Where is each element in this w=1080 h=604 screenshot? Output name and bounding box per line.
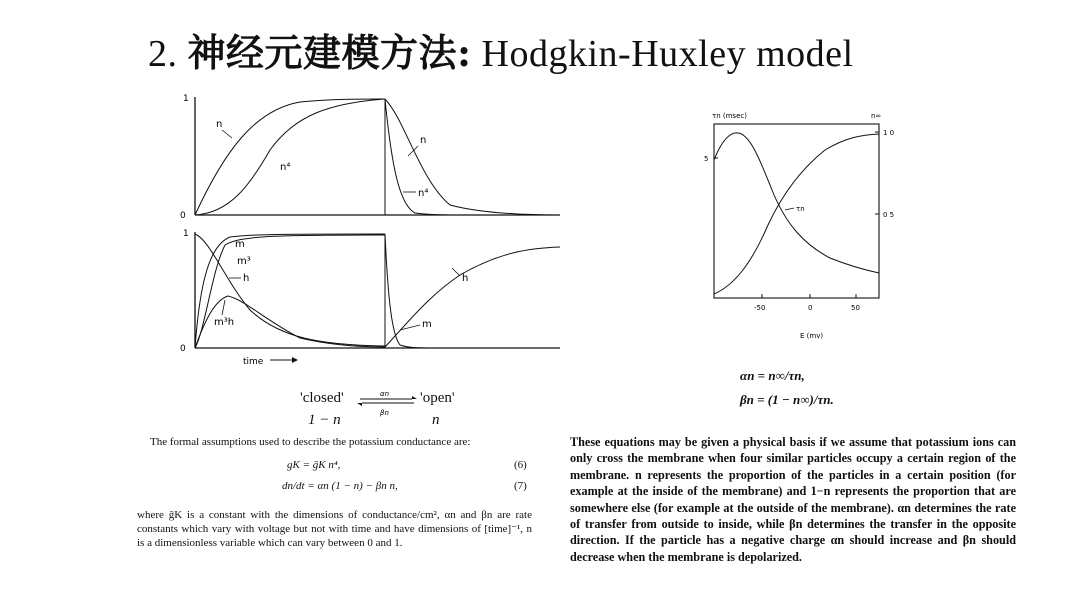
top-y-tick-1: 1 (183, 94, 189, 104)
curve-h-recover (385, 247, 560, 347)
curve-n-inf (714, 134, 879, 294)
left-paragraph: where ḡK is a constant with the dimensions of conductance/cm², αn and βn are rate constants which vary with voltage but not with time and have dimensions of [time]⁻¹, n is a dimensionless variable which can vary between 0 and 1. (137, 509, 532, 549)
label-m-fall: m (422, 319, 432, 330)
tau-tick-5: 5 (704, 155, 709, 163)
leader-tau-n (785, 208, 794, 210)
leader-n-fall (408, 146, 418, 156)
scheme-arrows (356, 388, 418, 418)
title-chinese: 神经元建模方法 (187, 30, 458, 75)
label-m3h: m³h (214, 317, 235, 328)
equation-7-number: (7) (514, 480, 527, 492)
tau-axis-label: τn (msec) (712, 112, 747, 120)
label-n4-rise: n⁴ (280, 162, 291, 173)
ninf-tick-05: 0 5 (883, 211, 895, 219)
label-h-right: h (462, 273, 469, 284)
scheme-open: 'open' (420, 390, 455, 406)
curve-n4-rise (195, 99, 385, 215)
bottom-y-tick-0: 0 (180, 344, 186, 354)
x-axis-label-voltage: E (mv) (800, 332, 824, 340)
curve-m3-rise (195, 235, 385, 348)
left-figure (170, 88, 590, 378)
curve-tau-n (714, 133, 879, 273)
x-tick-0: 0 (808, 304, 813, 312)
scheme-alpha: αn (380, 390, 390, 398)
leader-h-right (452, 268, 460, 276)
equation-7: dn/dt = αn (1 − n) − βn n, (282, 480, 398, 492)
curve-n-rise (195, 99, 385, 215)
scheme-beta: βn (380, 409, 389, 417)
title-number: 2. (148, 33, 178, 75)
right-figure (690, 100, 920, 350)
leader-m3h (222, 300, 225, 315)
ninf-tick-1: 1 0 (883, 129, 895, 137)
curve-n-fall (385, 99, 560, 215)
label-n-fall: n (420, 135, 427, 146)
top-y-tick-0: 0 (180, 211, 186, 221)
curve-m-rise (195, 234, 385, 348)
label-n4-fall: n⁴ (418, 188, 429, 199)
equation-6: gK = ḡK n⁴, (287, 459, 341, 471)
ninf-axis-label: n∞ (871, 112, 882, 120)
label-m: m (235, 239, 245, 250)
curve-m-fall (385, 234, 440, 348)
formula-alpha: αn = n∞/τn, (740, 368, 805, 383)
bottom-y-tick-1: 1 (183, 229, 189, 239)
title-english: Hodgkin-Huxley model (481, 33, 854, 75)
scheme-one-minus-n: 1 − n (308, 412, 341, 428)
x-tick-m50: -50 (754, 304, 766, 312)
slide-title (148, 22, 854, 77)
left-intro: The formal assumptions used to describe the potassium conductance are: (150, 436, 471, 448)
label-tau-n: τn (796, 205, 805, 213)
x-tick-50: 50 (851, 304, 860, 312)
label-m3: m³ (237, 256, 251, 267)
scheme-closed: 'closed' (300, 390, 344, 406)
label-n-rise: n (216, 119, 223, 130)
title-colon: : (457, 30, 472, 75)
leader-n-rise (222, 130, 232, 138)
time-arrow-head (292, 357, 298, 363)
curve-h-fall (195, 234, 385, 346)
scheme-n: n (432, 412, 440, 428)
x-axis-label-time: time (243, 357, 264, 367)
label-h-left: h (243, 273, 250, 284)
right-paragraph: These equations may be given a physical basis if we assume that potassium ions can only cross the membrane when four similar particles occupy a certain region of the membrane. n represents the proportion of the particles in a certain position (for example at the inside of the membrane) and 1−n represents the proportion that are somewhere else (for example at the outside of the membrane). αn determines the rate of transfer from outside to inside, while βn determines the transfer in the opposite direction. If the particle has a negative charge αn should increase and βn should decrease when the membrane is depolarized. (570, 435, 1016, 564)
equation-6-number: (6) (514, 459, 527, 471)
formula-beta: βn = (1 − n∞)/τn. (740, 392, 834, 407)
